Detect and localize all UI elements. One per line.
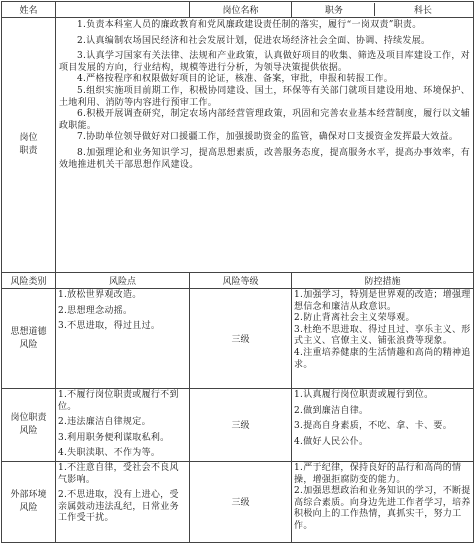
duties-content	[56, 18, 474, 273]
duties-label-text: 岗位 职责	[19, 133, 38, 156]
risk-category-text: 思想道德 风险	[10, 326, 47, 350]
risk-level: 三级	[190, 389, 292, 462]
risk-points-header: 风险点	[56, 273, 190, 289]
duties-row	[2, 18, 474, 273]
risk-point: 1.放松世界观改造。	[58, 290, 142, 300]
risk-point: 3.不思进取，得过且过。	[58, 321, 161, 332]
risk-level: 三级	[190, 461, 292, 542]
risk-point: 4.失职渎职、不作为等。	[58, 448, 161, 459]
risk-category-text: 岗位职责 风险	[10, 412, 47, 436]
duty-item: 4.严格按程序和权限做好项目的论证，核准、备案，审批，申报和转报工作。	[77, 74, 394, 85]
name-value	[56, 2, 190, 18]
post-label: 岗位名称	[190, 2, 292, 18]
job-value: 科长	[413, 6, 432, 16]
risk-measure: 1.认真履行岗位职责或履行到位。	[294, 390, 434, 400]
duty-item: 8.加强理论和业务知识学习，提高思想素质，改善服务态度，提高服务水平，提高办事效率，有效地推进机关干部思想作风建设。	[59, 147, 471, 170]
risk-category-header: 风险类别	[2, 273, 56, 289]
risk-measure: 2.做到廉洁自律。	[294, 405, 369, 416]
risk-form-sheet	[1, 1, 473, 534]
risk-point: 3.利用职务便利谋取私利。	[58, 432, 170, 443]
duty-item: 2.认真编制农场国民经济和社会发展计划，促进农场经济社会全面、协调、持续发展。	[77, 35, 431, 46]
risk-points	[56, 289, 190, 389]
risk-measure: 1.加强学习，特别是世界观的改造；增强理想信念和廉洁从政意识。	[294, 290, 471, 312]
risk-point: 1.不履行岗位职责或履行不到位。	[58, 390, 179, 412]
risk-measure: 2.防止背离社会主义荣辱观。	[294, 313, 415, 324]
job-inner	[294, 3, 471, 16]
duty-item: 6.积极开展调查研究，制定农场内部经营管理政策，巩固和完善农业基本经营制度，履行以文辅政职能。	[59, 109, 471, 131]
risk-measure: 1.严于纪律，保持良好的品行和高尚的情操，增强拒腐防变的能力。	[294, 462, 462, 485]
risk-point: 2.不思进取，没有上进心，受亲属鼓动违法乱纪，日常业务工作受干扰。	[58, 490, 179, 524]
duties-label	[2, 18, 56, 273]
risk-measure: 2.加强思想政治和业务知识的学习，不断提高综合素质。向身边先进工作者学习，培养积极向上的工作热情，真抓实干，努力工作。	[294, 486, 471, 531]
name-label: 姓名	[2, 2, 56, 18]
job-label: 职务	[294, 3, 374, 16]
risk-level-header: 风险等级	[190, 273, 292, 289]
risk-row-environment	[2, 461, 474, 542]
risk-point: 2.违法廉洁自律规定。	[58, 417, 151, 428]
risk-category	[2, 289, 56, 389]
risk-category	[2, 461, 56, 542]
risk-measure: 4.做好人民公仆。	[294, 436, 369, 447]
risk-measures	[292, 289, 474, 389]
risk-measures	[292, 389, 474, 462]
risk-measure: 3.提高自身素质，不吃、拿、卡、要。	[294, 421, 453, 432]
risk-category	[2, 389, 56, 462]
risk-level: 三级	[190, 289, 292, 389]
risk-measure: 4.注重培养健康的生活情趣和高尚的精神追求。	[294, 347, 471, 370]
risk-points	[56, 389, 190, 462]
duty-item: 3.认真学习国家有关法律、法规和产业政策，认真做好项目的收集、筛选及项目库建设工作，对项目发展的方向，行业结构，规模等进行分析，为领导决策提供依据。	[59, 51, 471, 73]
job-cell	[292, 2, 474, 18]
risk-measure: 3.杜绝不思进取、得过且过、享乐主义、形式主义、官僚主义、铺张浪费等现象。	[294, 324, 471, 347]
duty-item: 7.协助单位领导做好对口援疆工作，加强援助资金的监管，确保对口支援资金发挥最大效益。	[77, 132, 459, 143]
duty-item: 5.组织实施项目前期工作，积极协同建设、国土，环保等有关部门就项目建设用地、环境保护、土地利用、消防等内容进行预审工作。	[59, 85, 471, 108]
risk-row-duty	[2, 389, 474, 462]
risk-measures-header: 防控措施	[292, 273, 474, 289]
risk-form-table	[1, 1, 474, 543]
risk-point: 2.思想理念动摇。	[58, 305, 133, 316]
header-row	[2, 2, 474, 18]
risk-measures	[292, 461, 474, 542]
risk-category-text: 外部环境 风险	[10, 489, 47, 513]
risk-header-row	[2, 273, 474, 289]
risk-row-moral	[2, 289, 474, 389]
risk-point: 1.不注意自律，受社会不良风气影响。	[58, 462, 179, 485]
duty-item: 1.负责本科室人员的廉政教育和党风廉政建设责任制的落实，履行“一岗双责”职责。	[77, 20, 422, 30]
risk-points	[56, 461, 190, 542]
